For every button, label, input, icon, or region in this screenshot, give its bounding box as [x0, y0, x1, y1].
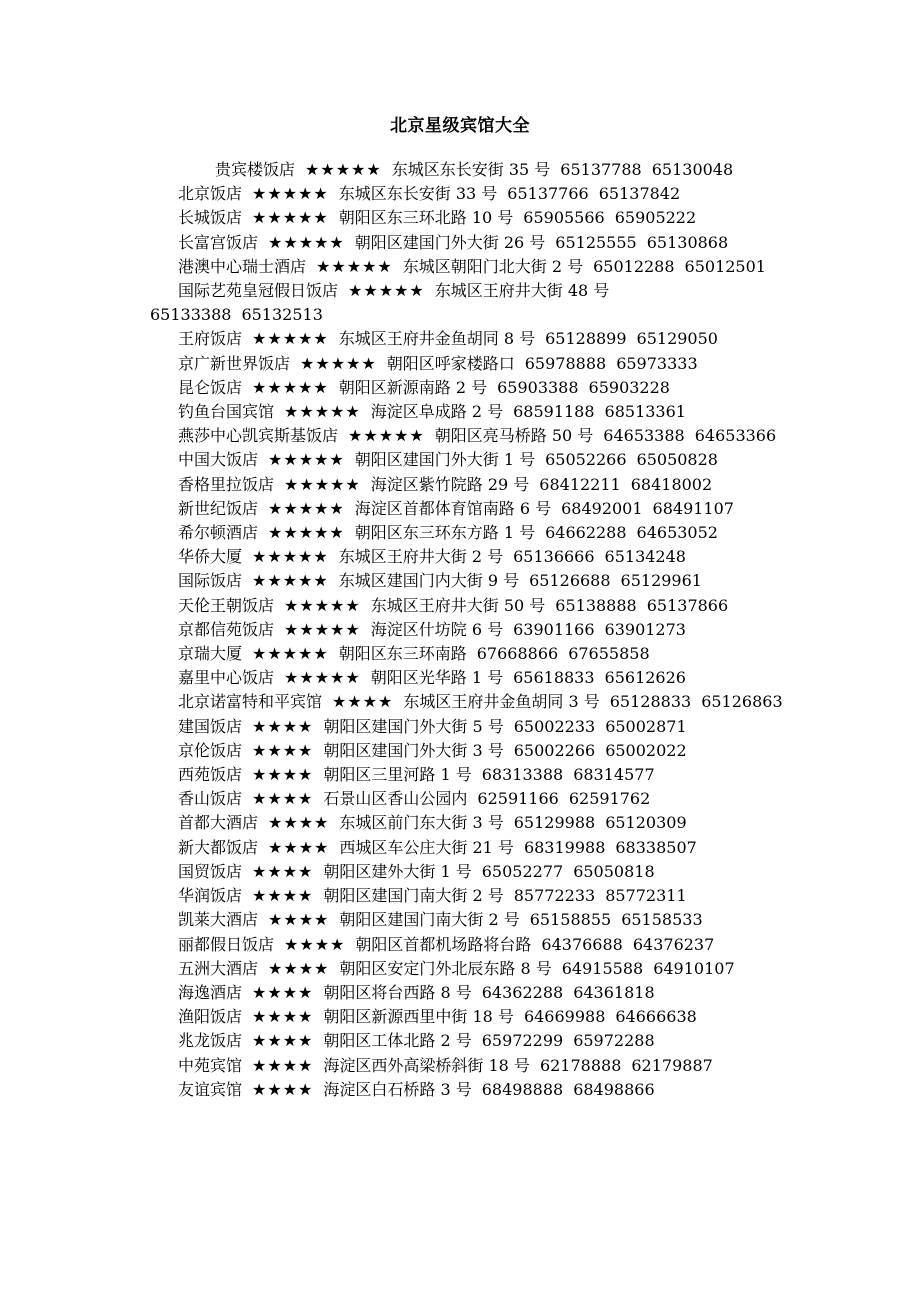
hotel-address: 朝阳区建外大街 1 号 [323, 861, 472, 881]
hotel-phone: 65002233 [513, 716, 596, 736]
hotel-stars: ★★★★ [252, 716, 314, 736]
hotel-entry [140, 957, 790, 981]
hotel-address: 东城区王府井大街 48 号 [434, 281, 610, 301]
hotel-entry [140, 352, 790, 376]
hotel-stars: ★★★★★ [252, 377, 329, 397]
hotel-stars: ★★★★★ [284, 668, 361, 688]
hotel-phone-alt: 67655858 [568, 644, 650, 664]
hotel-phone: 64669988 [523, 1007, 606, 1027]
hotel-phone: 65158855 [529, 910, 612, 930]
hotel-phone-alt: 65002871 [605, 716, 687, 736]
hotel-address: 东城区朝阳门北大街 2 号 [402, 256, 584, 276]
hotel-address: 海淀区什坊院 6 号 [370, 619, 504, 639]
hotel-name: 凯莱大酒店 [178, 910, 259, 930]
hotel-stars: ★★★★ [252, 1079, 314, 1099]
hotel-address: 东城区建国门内大街 9 号 [338, 571, 520, 591]
hotel-phone: 62178888 [539, 1055, 622, 1075]
hotel-phone: 65978888 [524, 353, 607, 373]
hotel-name: 新大都饭店 [178, 837, 259, 857]
hotel-phone-alt: 65137842 [598, 184, 681, 204]
hotel-phone: 65905566 [523, 208, 605, 228]
hotel-entry [140, 473, 790, 497]
hotel-stars: ★★★★★ [284, 595, 361, 615]
hotel-entry [140, 448, 790, 472]
hotel-phone: 64662288 [545, 523, 627, 543]
hotel-stars: ★★★★ [284, 934, 346, 954]
hotel-entry [140, 255, 790, 279]
hotel-stars: ★★★★★ [252, 329, 329, 349]
hotel-phone-alt: 65129050 [636, 329, 718, 349]
hotel-phone-alt: 64910107 [653, 958, 735, 978]
hotel-name: 兆龙饭店 [178, 1031, 243, 1051]
hotel-entry [140, 763, 790, 787]
hotel-phone: 64653388 [603, 426, 685, 446]
hotel-stars: ★★★★★ [252, 571, 329, 591]
hotel-phone-alt: 65129961 [620, 571, 702, 591]
hotel-entry [140, 231, 790, 255]
hotel-address: 朝阳区呼家楼路口 [386, 353, 515, 373]
hotel-address: 海淀区紫竹院路 29 号 [370, 474, 530, 494]
hotel-address: 朝阳区建国门外大街 3 号 [323, 740, 504, 760]
hotel-phone-alt: 65130868 [646, 232, 729, 252]
hotel-address: 朝阳区新源西里中街 18 号 [323, 1007, 514, 1027]
hotel-phone: 65137788 [560, 160, 642, 179]
hotel-entry [140, 933, 790, 957]
hotel-phone: 65138888 [555, 595, 637, 615]
hotel-entry [140, 424, 790, 448]
hotel-phone-alt: 68498866 [573, 1079, 655, 1099]
hotel-name: 海逸酒店 [178, 982, 243, 1002]
hotel-address: 东城区王府井大街 2 号 [338, 547, 504, 567]
hotel-address: 西城区车公庄大街 21 号 [339, 837, 514, 857]
hotel-phone: 65136666 [513, 547, 595, 567]
hotel-address: 东城区前门东大街 3 号 [339, 813, 504, 833]
hotel-entry [140, 1054, 790, 1078]
hotel-entry [140, 1078, 790, 1102]
hotel-stars: ★★★★★ [284, 402, 361, 422]
hotel-address: 朝阳区工体北路 2 号 [323, 1031, 472, 1051]
hotel-name: 京都信苑饭店 [178, 619, 275, 639]
hotel-stars: ★★★★★ [348, 426, 425, 446]
hotel-name: 希尔顿酒店 [178, 523, 259, 543]
hotel-phone-alt: 65972288 [573, 1031, 655, 1051]
hotel-stars: ★★★★ [268, 813, 330, 833]
hotel-stars: ★★★★★ [284, 474, 361, 494]
hotel-stars: ★★★★★ [316, 256, 393, 276]
hotel-phone-alt: 64666638 [615, 1007, 697, 1027]
hotel-stars: ★★★★ [268, 837, 330, 857]
hotel-address: 东城区东长安街 35 号 [391, 160, 551, 179]
hotel-name: 燕莎中心凯宾斯基饭店 [178, 426, 339, 446]
hotel-name: 建国饭店 [178, 716, 243, 736]
hotel-phone-alt: 65012501 [684, 256, 766, 276]
hotel-phone: 65129988 [513, 813, 596, 833]
hotel-address: 朝阳区建国门外大街 1 号 [354, 450, 536, 470]
hotel-phone: 65618833 [513, 668, 595, 688]
hotel-address: 东城区王府井金鱼胡同 8 号 [338, 329, 536, 349]
hotel-phone-alt: 68513361 [604, 402, 686, 422]
hotel-phone: 67668866 [476, 644, 559, 664]
hotel-phone: 65133388 [150, 305, 232, 325]
hotel-name: 渔阳饭店 [178, 1007, 243, 1027]
hotel-phone: 68498888 [481, 1079, 564, 1099]
hotel-phone: 65972299 [481, 1031, 564, 1051]
hotel-phone-alt: 64361818 [573, 982, 655, 1002]
hotel-address: 朝阳区东三环南路 [338, 644, 467, 664]
hotel-entry [140, 400, 790, 424]
hotel-name: 国际饭店 [178, 571, 243, 591]
hotel-stars: ★★★★★ [268, 450, 345, 470]
hotel-phone-alt: 65973333 [616, 353, 698, 373]
hotel-name: 北京饭店 [178, 184, 243, 204]
hotel-name: 嘉里中心饭店 [178, 668, 275, 688]
hotel-entry [140, 836, 790, 860]
hotel-phone: 63901166 [513, 619, 595, 639]
hotel-phone-alt: 65130048 [651, 160, 734, 179]
hotel-phone: 65012288 [593, 256, 675, 276]
hotel-name: 华侨大厦 [178, 547, 243, 567]
hotel-name: 西苑饭店 [178, 765, 243, 785]
hotel-stars: ★★★★★ [252, 547, 329, 567]
hotel-phone-alt: 65905222 [614, 208, 697, 228]
hotel-name: 长城饭店 [178, 208, 243, 228]
hotel-entry [140, 545, 790, 569]
hotel-entry [140, 1005, 790, 1029]
hotel-phone: 65052266 [545, 450, 627, 470]
hotel-name: 京广新世界饭店 [178, 353, 291, 373]
hotel-phone: 65137766 [507, 184, 589, 204]
hotel-stars: ★★★★★ [268, 498, 345, 518]
hotel-stars: ★★★★ [252, 765, 314, 785]
hotel-phone-alt: 85772311 [605, 886, 687, 906]
hotel-stars: ★★★★★ [305, 160, 382, 179]
hotel-phone-alt: 62591762 [568, 789, 651, 809]
hotel-phone: 85772233 [513, 886, 596, 906]
hotel-name: 王府饭店 [178, 329, 243, 349]
hotel-stars: ★★★★ [252, 789, 314, 809]
hotel-entry [140, 158, 790, 182]
hotel-phone-alt: 64376237 [632, 934, 715, 954]
hotel-stars: ★★★★★ [252, 644, 329, 664]
hotel-phone-alt: 65158533 [621, 910, 703, 930]
hotel-name: 京伦饭店 [178, 740, 243, 760]
hotel-phone: 65128899 [545, 329, 627, 349]
hotel-address: 海淀区首都体育馆南路 6 号 [354, 498, 552, 518]
hotel-address: 朝阳区首都机场路将台路 [355, 934, 532, 954]
hotel-stars: ★★★★ [268, 958, 330, 978]
hotel-phone: 65128833 [609, 692, 692, 712]
hotel-address: 朝阳区光华路 1 号 [370, 668, 504, 688]
hotel-phone: 64362288 [481, 982, 564, 1002]
hotel-address: 东城区王府井金鱼胡同 3 号 [403, 692, 600, 712]
hotel-phone: 68591188 [513, 402, 595, 422]
hotel-name: 贵宾楼饭店 [215, 160, 296, 179]
hotel-phone-alt: 64653052 [636, 523, 718, 543]
hotel-entry [140, 327, 790, 351]
hotel-entry [140, 860, 790, 884]
hotel-name: 长富宫饭店 [178, 232, 259, 252]
hotel-entry [140, 521, 790, 545]
hotel-address: 东城区王府井大街 50 号 [370, 595, 546, 615]
hotel-stars: ★★★★ [252, 886, 314, 906]
hotel-address: 朝阳区三里河路 1 号 [323, 765, 472, 785]
hotel-phone: 65125555 [555, 232, 637, 252]
hotel-address: 朝阳区东三环北路 10 号 [338, 208, 514, 228]
hotel-name: 新世纪饭店 [178, 498, 259, 518]
hotel-name: 丽都假日饭店 [178, 934, 275, 954]
hotel-phone-alt: 65134248 [604, 547, 686, 567]
hotel-entry [140, 1029, 790, 1053]
hotel-stars: ★★★★ [252, 1007, 314, 1027]
hotel-name: 港澳中心瑞士酒店 [178, 256, 307, 276]
hotel-phone: 65903388 [497, 377, 579, 397]
hotel-phone-alt: 64653366 [694, 426, 777, 446]
hotel-entry [140, 594, 790, 618]
hotel-stars: ★★★★ [252, 1055, 314, 1075]
hotel-entry [140, 739, 790, 763]
hotel-name: 华润饭店 [178, 886, 243, 906]
hotel-name: 中国大饭店 [178, 450, 259, 470]
hotel-address: 石景山区香山公园内 [323, 789, 468, 809]
hotel-phone: 68319988 [523, 837, 606, 857]
hotel-stars: ★★★★★ [284, 619, 361, 639]
hotel-phone-alt: 65126863 [701, 692, 783, 712]
hotel-address: 朝阳区新源南路 2 号 [338, 377, 488, 397]
hotel-stars: ★★★★ [252, 740, 314, 760]
hotel-phone: 68492001 [561, 498, 643, 518]
hotel-name: 国际艺苑皇冠假日饭店 [178, 281, 339, 301]
hotel-entry [140, 884, 790, 908]
hotel-phone: 64915588 [561, 958, 644, 978]
hotel-entry [140, 376, 790, 400]
hotel-address: 朝阳区建国门外大街 5 号 [323, 716, 504, 736]
hotel-phone-alt: 65137866 [646, 595, 729, 615]
hotel-stars: ★★★★★ [348, 281, 425, 301]
hotel-name: 友谊宾馆 [178, 1079, 243, 1099]
hotel-stars: ★★★★ [252, 1031, 314, 1051]
hotel-phone: 68412211 [539, 474, 621, 494]
hotel-address: 朝阳区建国门南大街 2 号 [323, 886, 504, 906]
hotel-name: 北京诺富特和平宾馆 [178, 692, 323, 712]
hotel-phone-alt: 65050818 [573, 861, 655, 881]
hotel-address: 海淀区白石桥路 3 号 [323, 1079, 472, 1099]
hotel-stars: ★★★★ [332, 692, 394, 712]
hotel-entry [140, 690, 790, 714]
hotel-name: 五洲大酒店 [178, 958, 259, 978]
hotel-phone: 65126688 [529, 571, 611, 591]
hotel-entry [140, 811, 790, 835]
hotel-entry [140, 666, 790, 690]
hotel-address: 东城区东长安街 33 号 [338, 184, 498, 204]
hotel-entry [140, 569, 790, 593]
hotel-phone-alt: 65120309 [605, 813, 687, 833]
hotel-name: 京瑞大厦 [178, 644, 243, 664]
hotel-address: 朝阳区建国门南大街 2 号 [339, 910, 520, 930]
hotel-name: 香山饭店 [178, 789, 243, 809]
hotel-name: 钓鱼台国宾馆 [178, 402, 275, 422]
hotel-phone-alt: 62179887 [631, 1055, 713, 1075]
hotel-entry [140, 206, 790, 230]
hotel-phone: 65052277 [481, 861, 564, 881]
hotel-entry [140, 642, 790, 666]
hotel-phone: 68313388 [481, 765, 564, 785]
hotel-entry [140, 787, 790, 811]
page-title: 北京星级宾馆大全 [390, 116, 530, 136]
hotel-stars: ★★★★★ [300, 353, 377, 373]
hotel-address: 海淀区阜成路 2 号 [370, 402, 504, 422]
hotel-address: 朝阳区建国门外大街 26 号 [354, 232, 546, 252]
hotel-name: 香格里拉饭店 [178, 474, 275, 494]
hotel-phone: 64376688 [541, 934, 623, 954]
hotel-entry [140, 497, 790, 521]
hotel-stars: ★★★★ [252, 861, 314, 881]
hotel-entry [140, 981, 790, 1005]
hotel-phone-alt: 68418002 [630, 474, 713, 494]
hotel-address: 朝阳区亮马桥路 50 号 [434, 426, 594, 446]
hotel-stars: ★★★★ [268, 910, 330, 930]
hotel-phone-alt: 68314577 [573, 765, 655, 785]
hotel-stars: ★★★★★ [268, 232, 345, 252]
hotel-address: 朝阳区东三环东方路 1 号 [354, 523, 536, 543]
hotel-phone-alt: 68491107 [652, 498, 734, 518]
hotel-phone-alt: 65132513 [241, 305, 323, 325]
hotel-entry [140, 182, 790, 206]
hotel-phone-alt: 65903228 [588, 377, 670, 397]
hotel-name: 国贸饭店 [178, 861, 243, 881]
hotel-name: 昆仑饭店 [178, 377, 243, 397]
hotel-entry [140, 715, 790, 739]
hotel-phone-alt: 65002022 [605, 740, 687, 760]
hotel-address: 朝阳区安定门外北辰东路 8 号 [339, 958, 552, 978]
hotel-address: 海淀区西外高梁桥斜街 18 号 [323, 1055, 530, 1075]
hotel-stars: ★★★★★ [252, 184, 329, 204]
hotel-name: 首都大酒店 [178, 813, 259, 833]
hotel-phone-alt: 68338507 [615, 837, 697, 857]
hotel-stars: ★★★★ [252, 982, 314, 1002]
hotel-phone-alt: 65050828 [636, 450, 718, 470]
hotel-phone-alt: 63901273 [604, 619, 686, 639]
hotel-stars: ★★★★★ [268, 523, 345, 543]
hotel-phone: 65002266 [513, 740, 596, 760]
hotel-address: 朝阳区将台西路 8 号 [323, 982, 472, 1002]
hotel-name: 中苑宾馆 [178, 1055, 243, 1075]
hotel-entry [140, 618, 790, 642]
hotel-phone: 62591166 [477, 789, 559, 809]
hotel-entry [140, 279, 790, 327]
hotel-phone-alt: 65612626 [604, 668, 686, 688]
hotel-name: 天伦王朝饭店 [178, 595, 275, 615]
hotel-list [140, 158, 790, 1102]
hotel-entry [140, 908, 790, 932]
hotel-stars: ★★★★★ [252, 208, 329, 228]
